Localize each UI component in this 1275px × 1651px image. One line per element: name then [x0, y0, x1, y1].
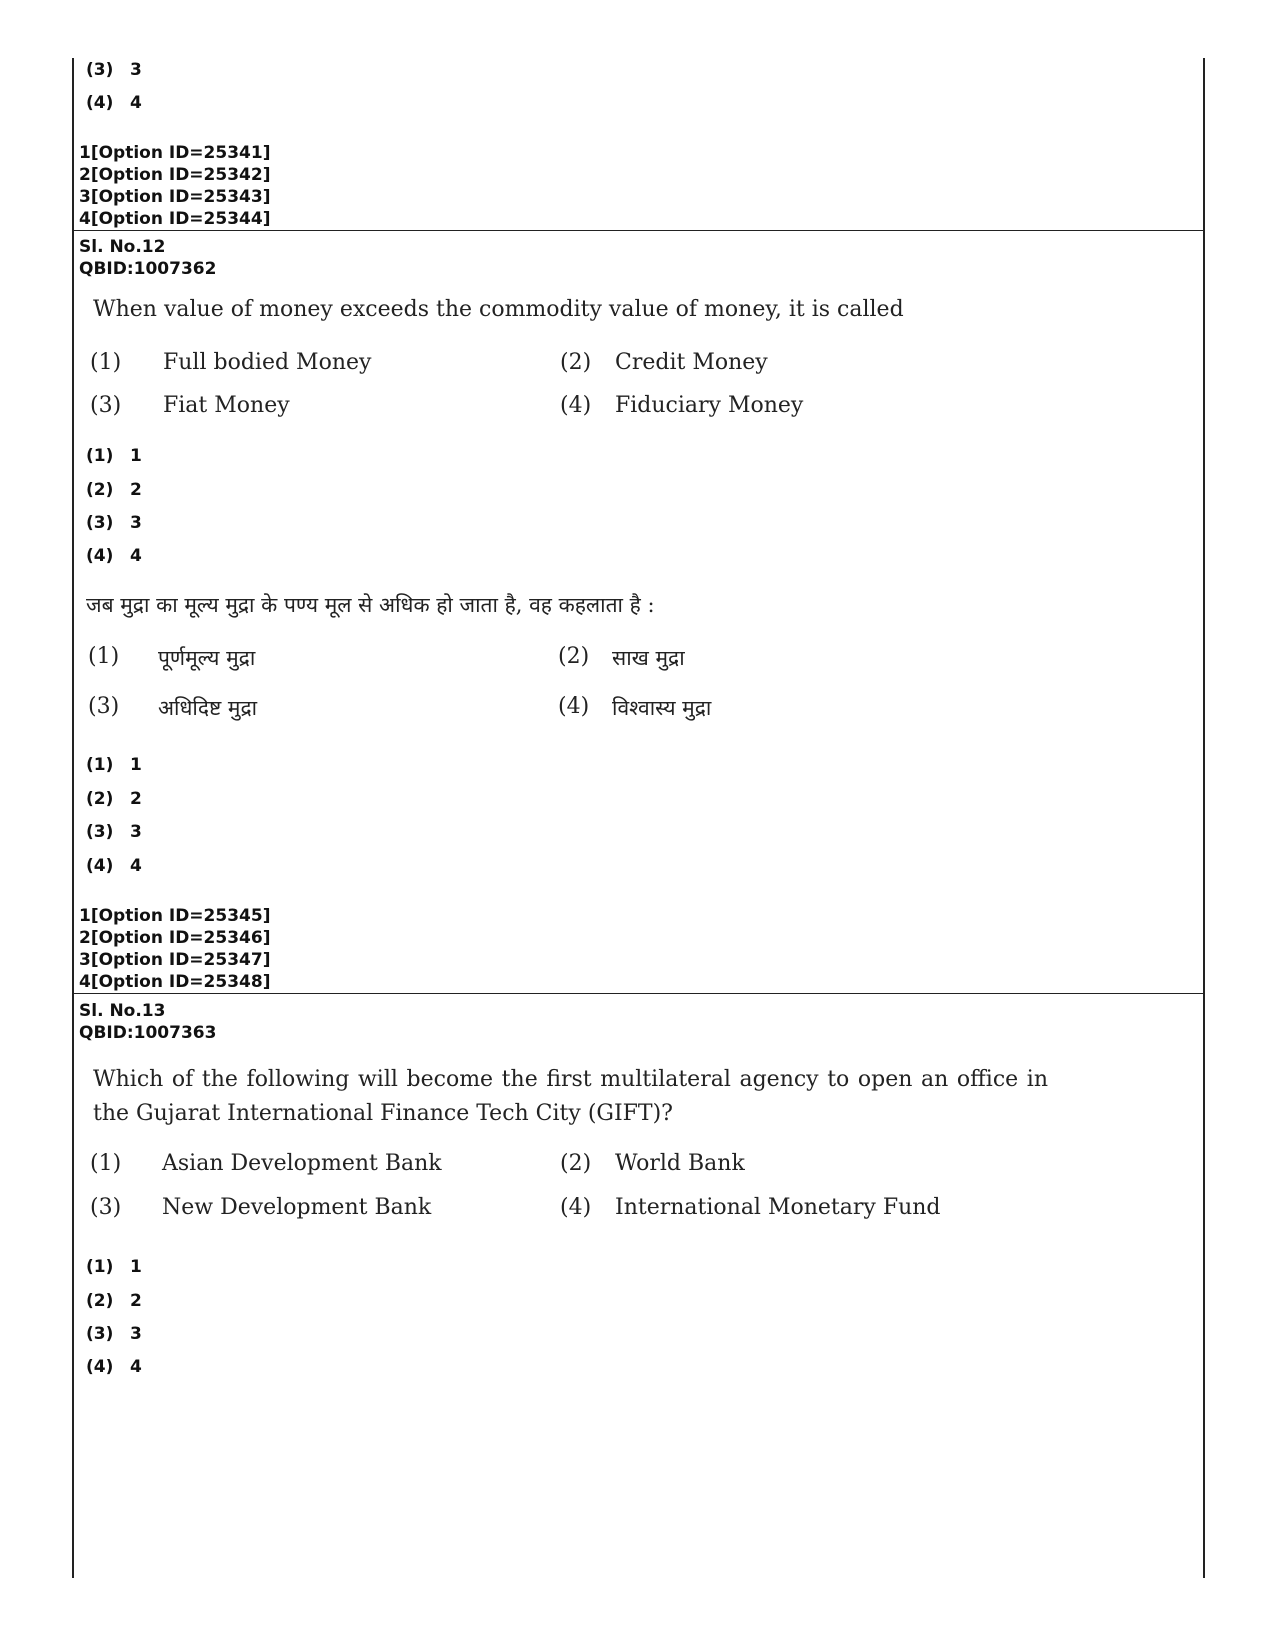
- option-text: पूर्णमूल्य मुद्रा: [158, 646, 256, 670]
- option-id-list: [79, 142, 270, 230]
- section-divider: [72, 993, 1205, 994]
- option-id-list: [79, 905, 270, 993]
- answer-choice[interactable]: (1) 1: [86, 1257, 142, 1277]
- option-number: (2): [560, 1151, 592, 1176]
- option-id: 4[Option ID=25344]: [79, 209, 271, 229]
- question-header: [79, 1000, 216, 1044]
- option-id: 1[Option ID=25345]: [79, 906, 271, 926]
- answer-choice[interactable]: (4) 4: [86, 93, 142, 113]
- option-number: (4): [560, 393, 592, 418]
- option-number: (1): [90, 1151, 122, 1176]
- option-text: Credit Money: [615, 350, 768, 375]
- option-text: New Development Bank: [162, 1195, 432, 1220]
- option-text: Fiduciary Money: [615, 393, 804, 418]
- question-text-english: When value of money exceeds the commodity value of money, it is called: [93, 297, 904, 322]
- question-header: [79, 236, 216, 280]
- option-number: (1): [90, 350, 122, 375]
- answer-choice[interactable]: (3) 3: [86, 60, 142, 80]
- option-number: (3): [90, 1195, 122, 1220]
- option-id: 4[Option ID=25348]: [79, 972, 271, 992]
- answer-choice[interactable]: (4) 4: [86, 1357, 142, 1377]
- option-number: (3): [90, 393, 122, 418]
- option-id: 1[Option ID=25341]: [79, 143, 271, 163]
- question-bank-id: QBID:1007363: [79, 1023, 217, 1043]
- question-text-english: Which of the following will become the first multilateral agency to open an office in the Gujarat International Finance Tech City (GIFT)?: [93, 1067, 1048, 1126]
- option-number: (4): [560, 1195, 592, 1220]
- option-id: 3[Option ID=25347]: [79, 950, 271, 970]
- serial-number: Sl. No.12: [79, 237, 166, 257]
- option-text: World Bank: [615, 1151, 745, 1176]
- question-bank-id: QBID:1007362: [79, 259, 217, 279]
- answer-choice[interactable]: (3) 3: [86, 822, 142, 842]
- option-text: Asian Development Bank: [162, 1151, 442, 1176]
- answer-choice[interactable]: (4) 4: [86, 546, 142, 566]
- option-id: 3[Option ID=25343]: [79, 187, 271, 207]
- option-text: साख मुद्रा: [612, 646, 685, 670]
- answer-choice[interactable]: (2) 2: [86, 1291, 142, 1311]
- option-text: International Monetary Fund: [615, 1195, 941, 1220]
- serial-number: Sl. No.13: [79, 1001, 166, 1021]
- answer-choice[interactable]: (4) 4: [86, 856, 142, 876]
- answer-choice[interactable]: (3) 3: [86, 1324, 142, 1344]
- option-text: विश्वास्य मुद्रा: [612, 696, 712, 720]
- option-number: (3): [88, 694, 120, 719]
- option-text: Full bodied Money: [163, 350, 372, 375]
- answer-choice[interactable]: (2) 2: [86, 480, 142, 500]
- option-number: (1): [88, 644, 120, 669]
- option-id: 2[Option ID=25342]: [79, 165, 271, 185]
- option-number: (4): [558, 694, 590, 719]
- answer-choice[interactable]: (1) 1: [86, 755, 142, 775]
- answer-choice[interactable]: (2) 2: [86, 789, 142, 809]
- answer-choice[interactable]: (1) 1: [86, 446, 142, 466]
- page-frame: [72, 58, 1205, 1578]
- option-id: 2[Option ID=25346]: [79, 928, 271, 948]
- option-number: (2): [560, 350, 592, 375]
- question-text-hindi: जब मुद्रा का मूल्य मुद्रा के पण्य मूल से अधिक हो जाता है, वह कहलाता है :: [86, 593, 655, 617]
- section-divider: [72, 230, 1205, 231]
- answer-choice[interactable]: (3) 3: [86, 513, 142, 533]
- option-number: (2): [558, 644, 590, 669]
- option-text: अधिदिष्ट मुद्रा: [158, 696, 258, 720]
- option-text: Fiat Money: [163, 393, 290, 418]
